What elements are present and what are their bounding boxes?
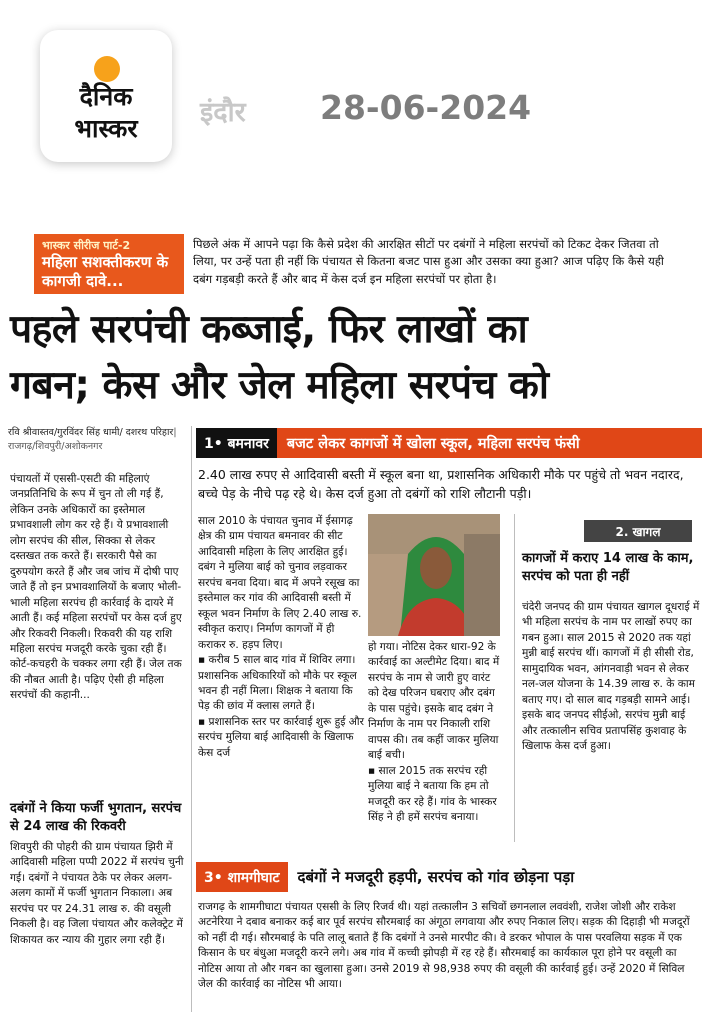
- logo-line-2: भास्कर: [74, 114, 138, 143]
- intro-paragraph: पिछले अंक में आपने पढ़ा कि कैसे प्रदेश की आरक्षित सीटों पर दबंगों ने महिला सरपंचों को टिकट देकर जितवा तो लिया, पर उन्हें पता ही नहीं कि पंचायत से कितना बजट पास हुआ और उसका क्या हुआ? आज पढ़िए कि कैसे यही दबंग गड़बड़ी करते हैं और बाद में केस दर्ज इन महिला सरपंचों पर होता है।: [193, 237, 664, 286]
- left-column-body-2: शिवपुरी की पोहरी की ग्राम पंचायत झिरी में आदिवासी महिला पप्पी 2022 में सरपंच चुनी गई। दबंगों ने पंचायत ठेके पर लेकर अलग-अलग कामों में फर्जी भुगतान निकाला। अब सरपंच पर पर 24.31 लाख रु. की वसूली निकली है। वह जिला पंचायत और कलेक्ट्रेट में शिकायत कर न्याय की गुहार लगा रही हैं।: [10, 841, 184, 946]
- series-label: भास्कर सीरीज पार्ट-2: [42, 239, 131, 252]
- sun-icon: [94, 56, 120, 82]
- edition-city: इंदौर: [200, 97, 246, 128]
- byline-authors: रवि श्रीवास्तव/गुरविंदर सिंह धामी/ दशरथ परिहार: [8, 427, 174, 438]
- left-column-body: पंचायतों में एससी-एसटी की महिलाएं जनप्रतिनिधि के रूप में चुन तो ली गई हैं, लेकिन उनके अधिकारों का इस्तेमाल प्रभावशाली लोग कर रहे हैं। ये प्रभावशाली लोग सरपंच की सील, सिक्का से लेकर दस्तखत तक करते हैं। सरकारी पैसे का दुरुपयोग करते हैं और जब जांच में दोषी पाए जाते हैं तो इन प्रभावशालियों के बजाए भोली-भाली महिला सरपंच ही कार्रवाई के दायरे में आती हैं। कई महिला सरपंचों पर केस दर्ज हुए और रिकवरी निकली। रिकवरी की यह राशि महिला सरपंच मजदूरी करके चुका रही हैं। कोर्ट-कचहरी के चक्कर लगा रही हैं। जेल तक की नौबत आती है। पढ़िए ऐसी ही महिला सरपंचों की कहानी...: [10, 473, 182, 702]
- news-clipping: [0, 228, 711, 1012]
- sarpanch-photo: [368, 514, 500, 636]
- section-3-bar: [196, 862, 702, 892]
- dainik-bhaskar-logo: [40, 30, 172, 162]
- column-divider: [191, 426, 192, 1012]
- series-title: महिला सशक्तीकरण के कागजी दावे...: [42, 253, 169, 290]
- logo-line-1: दैनिक: [79, 82, 133, 111]
- section-2-subhead: कागजों में कराए 14 लाख के काम, सरपंच को पता ही नहीं: [522, 551, 694, 584]
- section-3-title: दबंगों ने मजदूरी हड़पी, सरपंच को गांव छोड़ना पड़ा: [297, 868, 575, 886]
- headline-line-1: पहले सरपंची कब्जाई, फिर लाखों का: [10, 307, 528, 352]
- byline-locations: | राजगढ़/शिवपुरी/अशोकनगर: [8, 427, 177, 452]
- series-tag: [34, 234, 184, 294]
- left-column-subhead: दबंगों ने किया फर्जी भुगतान, सरपंच से 24 लाख की रिकवरी: [10, 801, 182, 834]
- section-2-body: चंदेरी जनपद की ग्राम पंचायत खागल दूधराई में भी महिला सरपंच के नाम पर लाखों रुपए का गबन हुआ। साल 2015 से 2020 तक यहां मुन्नी बाई सरपंच थीं। कागजों में ही सीसी रोड, सामुदायिक भवन, आंगनवाड़ी भवन से लेकर नल-जल योजना के 14.39 लाख रु. के काम बताए गए। दो साल बाद गड़बड़ी सामने आई। इसके बाद जनपद सीईओ, सरपंच मुन्नी बाई और तत्कालीन सचिव प्रतापसिंह कुशवाह के खिलाफ केस दर्ज हुआ।: [522, 601, 700, 753]
- section-3-number: 3• शामगीघाट: [196, 862, 288, 892]
- headline-line-2: गबन; केस और जेल महिला सरपंच को: [10, 363, 549, 408]
- section-1-column-a: साल 2010 के पंचायत चुनाव में ईसागढ़ क्षेत्र की ग्राम पंचायत बमनावर की सीट आदिवासी महिला के लिए आरक्षित हुई। दबंग ने मुलिया बाई को चुनाव लड़वाकर सरपंच बनवा दिया। बाद में अपने रसूख का इस्तेमाल कर गांव की आदिवासी बस्ती में स्कूल भवन निर्माण के लिए 2.40 लाख रु. स्वीकृत कराए। निर्माण कागजों में ही कराकर रु. हड़प लिए। ▪ करीब 5 साल बाद गांव में शिविर लगा। प्रशासनिक अधिकारियों को मौके पर स्कूल भवन ही नहीं मिला। शिक्षक ने बताया कि पेड़ की छांव में क्लास लगते हैं। ▪ प्रशासनिक स्तर पर कार्रवाई शुरू हुई और सरपंच मुलिया बाई आदिवासी के खिलाफ केस दर्ज: [198, 515, 364, 759]
- section-1-column-b: हो गया। नोटिस देकर धारा-92 के कार्रवाई का अल्टीमेट दिया। बाद में सरपंच के नाम से जारी हुए वारंट को देख परिजन घबराए और दबंग के पास पहुंचे। इसके बाद दबंग ने निर्माण के नाम पर निकाली राशि वापस की। तब कहीं जाकर मुलिया बाई बची। ▪ साल 2015 तक सरपंच रही मुलिया बाई ने बताया कि हम तो मजदूरी कर रहे हैं। गांव के भास्कर सिंह ने ही हमें सरपंच बनाया।: [368, 641, 500, 823]
- section-1-lead: 2.40 लाख रुपए से आदिवासी बस्ती में स्कूल बना था, प्रशासनिक अधिकारी मौके पर पहुंचे तो भवन नदारद, बच्चे पेड़ के नीचे पढ़ रहे थे। केस दर्ज हुआ तो दबंगों को राशि लौटानी पड़ी।: [198, 467, 684, 501]
- byline: [8, 426, 190, 454]
- section-1-title: बजट लेकर कागजों में खोला स्कूल, महिला सरपंच फंसी: [286, 436, 580, 452]
- masthead: [0, 0, 711, 228]
- column-divider-2: [514, 514, 515, 842]
- section-1-bar: [196, 428, 702, 458]
- woman-portrait-icon: [368, 514, 500, 636]
- section-2-tag: 2. खागल: [584, 520, 692, 542]
- edition-date: 28-06-2024: [320, 88, 532, 127]
- section-3-body: राजगढ़ के शामगीघाटा पंचायत एससी के लिए रिजर्व थी। यहां तत्कालीन 3 सचिवों छगनलाल लववंशी, राजेश जोशी और राकेश अटनेरिया ने दबाव बनाकर कई बार पूर्व सरपंच सौरमबाई का अंगूठा लगवाया और रुपए निकाल लिए। सड़क की दिहाड़ी भी मजदूरों को नहीं दी गई। सौरमबाई के पति लालू बताते हैं कि दबंगों ने उनसे मारपीट की। वे डरकर भोपाल के पास परवलिया सड़क में एक किसान के घर बंधुआ मजदूरी करने लगे। अब गांव में कच्ची झोपड़ी में रह रहे हैं। सौरमबाई का कार्यकाल पूरा होने पर वसूली का नोटिस आया तो और गबन का खुलासा हुआ। उनसे 2019 से 98,938 रुपए की वसूली की कार्रवाई हुई। उन्हें 2020 में सिविल जेल की कार्रवाई का नोटिस भी आया।: [198, 901, 690, 991]
- section-1-number: 1• बमनावर: [196, 428, 277, 458]
